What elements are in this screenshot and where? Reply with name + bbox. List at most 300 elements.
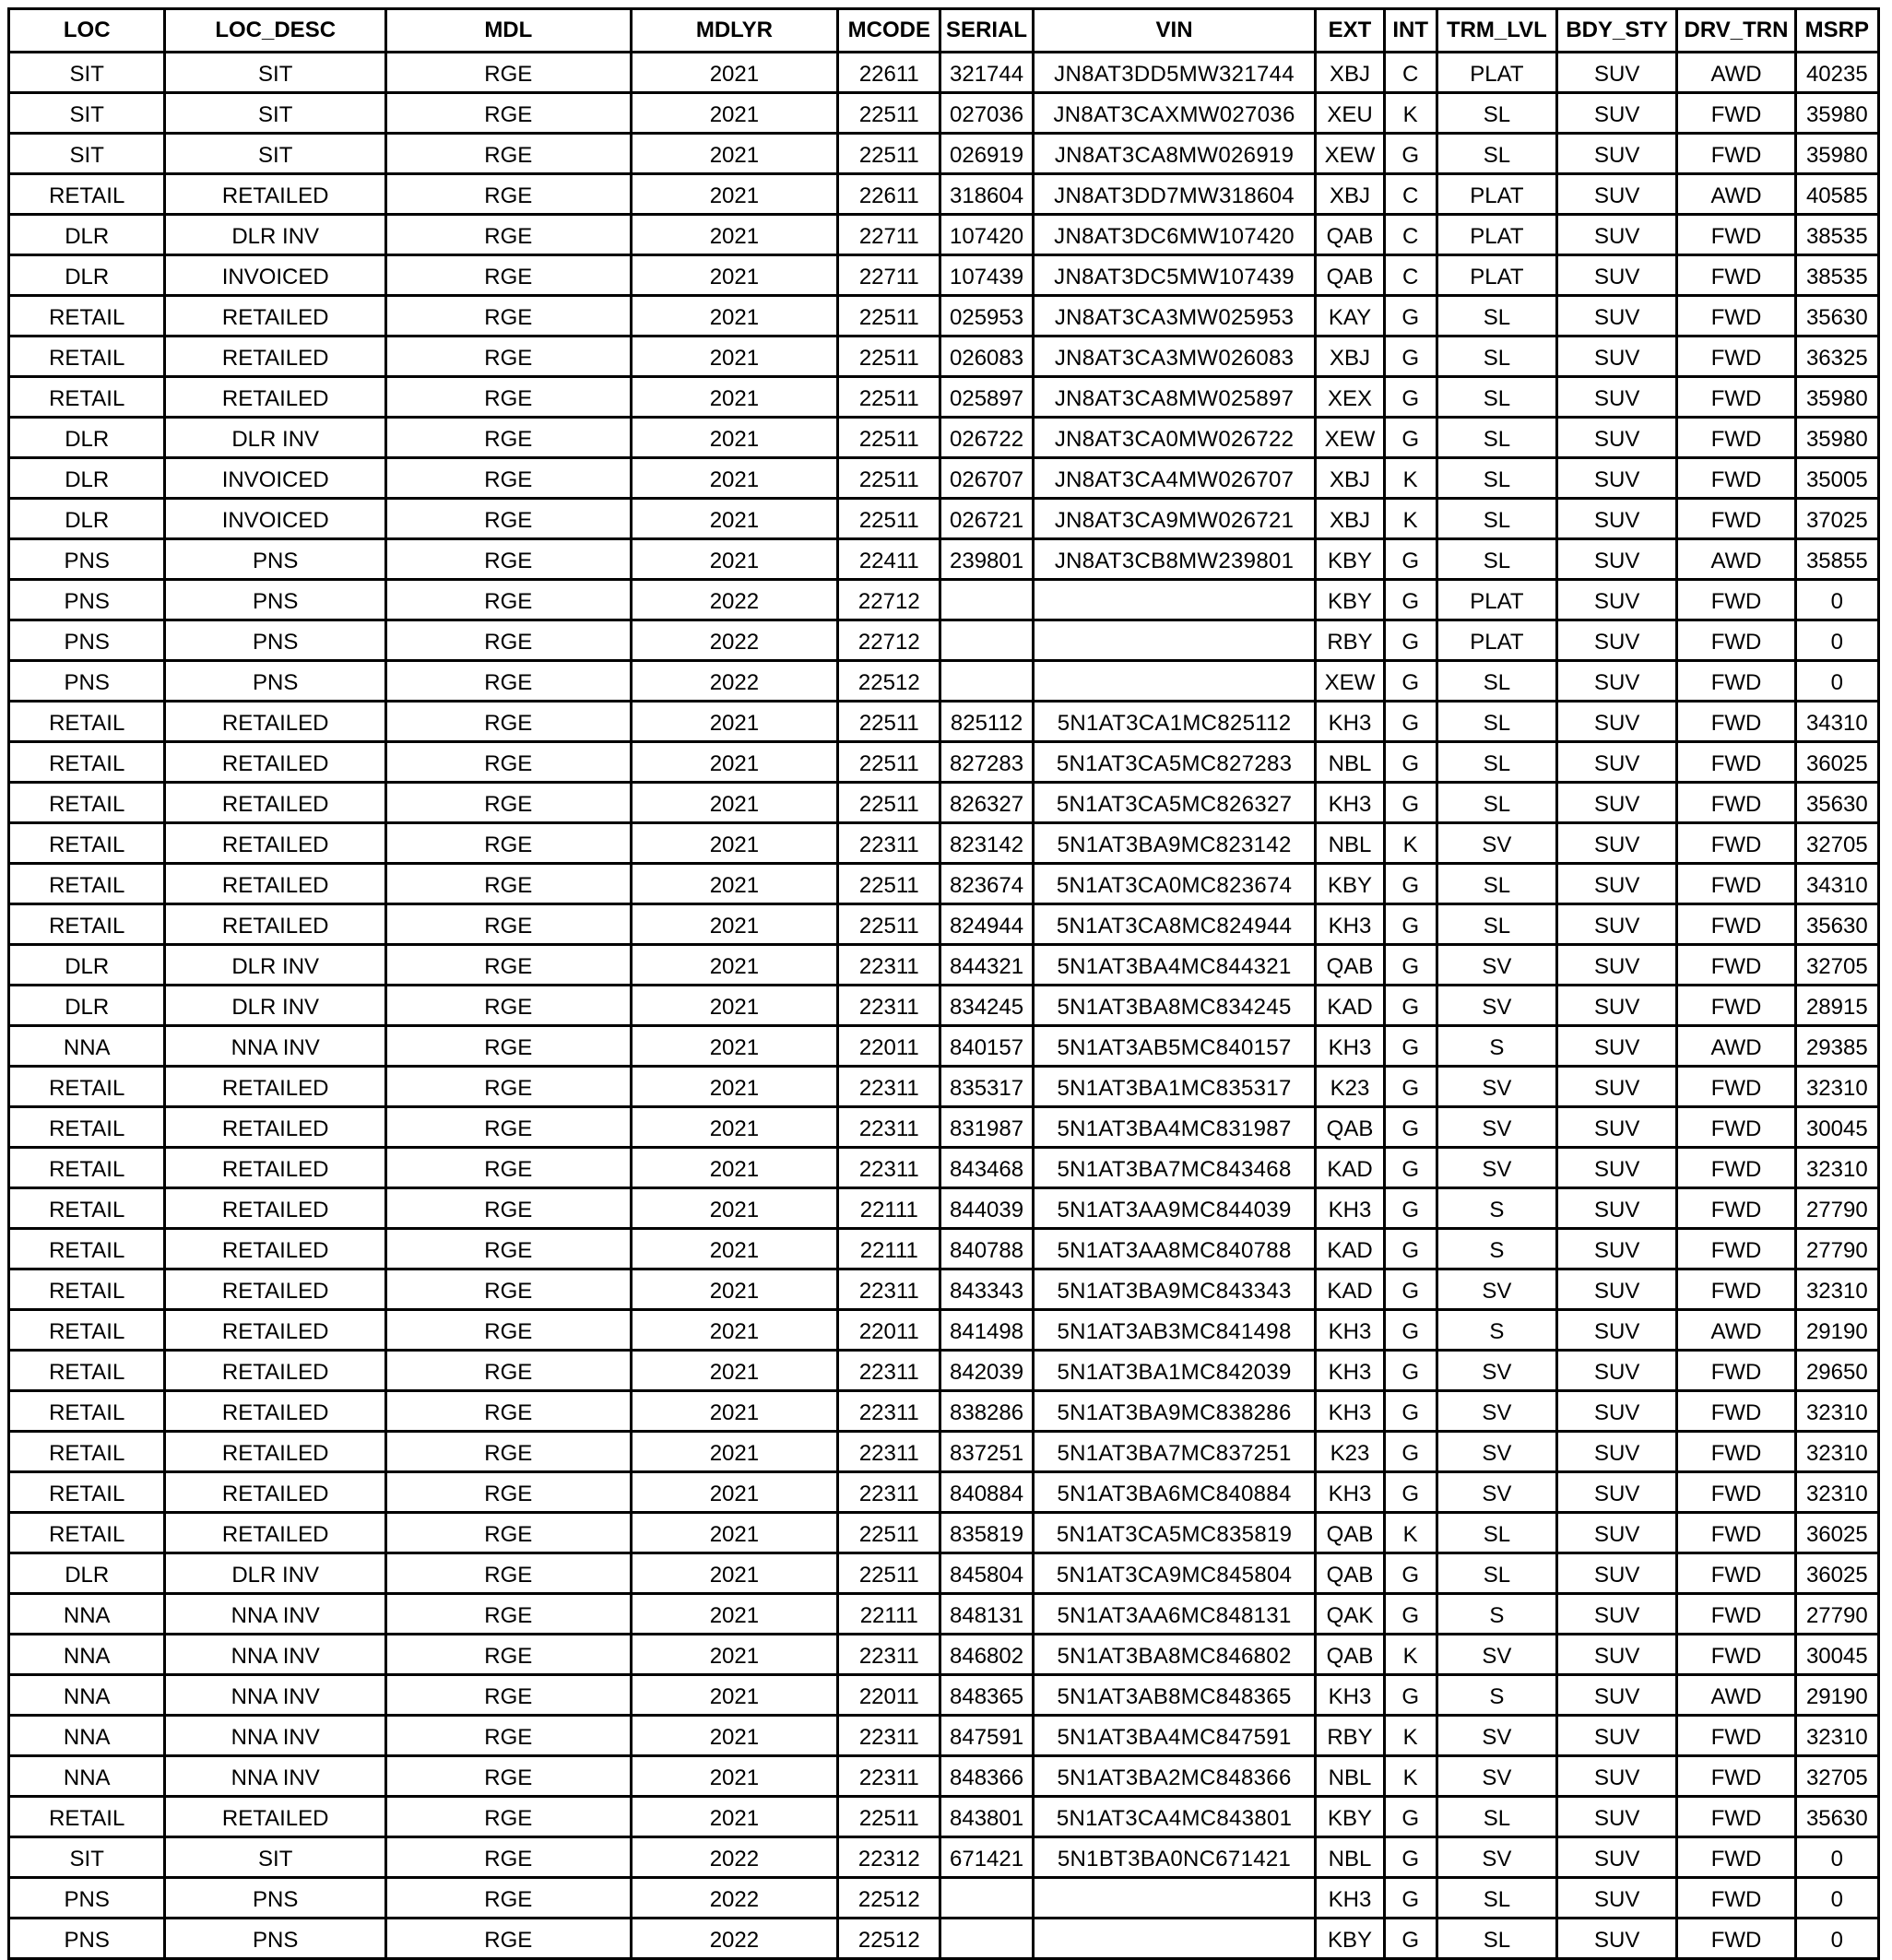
cell-trm-lvl[interactable]: SL: [1437, 864, 1556, 904]
cell-mdl[interactable]: RGE: [385, 1067, 631, 1107]
cell-bdy-sty[interactable]: SUV: [1557, 1351, 1677, 1391]
cell-mdl[interactable]: RGE: [385, 1797, 631, 1837]
cell-trm-lvl[interactable]: SL: [1437, 134, 1556, 174]
cell-mcode[interactable]: 22711: [838, 215, 940, 255]
cell-loc[interactable]: DLR: [9, 215, 165, 255]
cell-drv-trn[interactable]: FWD: [1677, 1229, 1795, 1269]
cell-ext[interactable]: K23: [1316, 1067, 1384, 1107]
cell-drv-trn[interactable]: FWD: [1677, 661, 1795, 702]
cell-bdy-sty[interactable]: SUV: [1557, 580, 1677, 620]
cell-serial[interactable]: 838286: [940, 1391, 1033, 1432]
cell-ext[interactable]: QAB: [1316, 1635, 1384, 1675]
cell-loc[interactable]: DLR: [9, 458, 165, 499]
cell-serial[interactable]: 826327: [940, 783, 1033, 823]
cell-trm-lvl[interactable]: SL: [1437, 702, 1556, 742]
cell-ext[interactable]: QAB: [1316, 945, 1384, 986]
cell-msrp[interactable]: 36325: [1795, 337, 1878, 377]
cell-loc-desc[interactable]: NNA INV: [165, 1594, 386, 1635]
cell-ext[interactable]: KBY: [1316, 1919, 1384, 1959]
cell-mcode[interactable]: 22111: [838, 1594, 940, 1635]
cell-mcode[interactable]: 22611: [838, 174, 940, 215]
cell-mdl[interactable]: RGE: [385, 1229, 631, 1269]
cell-trm-lvl[interactable]: S: [1437, 1229, 1556, 1269]
cell-mdlyr[interactable]: 2021: [631, 1797, 838, 1837]
cell-mcode[interactable]: 22311: [838, 1756, 940, 1797]
cell-bdy-sty[interactable]: SUV: [1557, 337, 1677, 377]
cell-mdlyr[interactable]: 2021: [631, 1635, 838, 1675]
cell-msrp[interactable]: 32705: [1795, 945, 1878, 986]
cell-msrp[interactable]: 28915: [1795, 986, 1878, 1026]
cell-drv-trn[interactable]: FWD: [1677, 986, 1795, 1026]
cell-int[interactable]: G: [1384, 1067, 1437, 1107]
column-header-ext[interactable]: EXT: [1316, 9, 1384, 53]
cell-mdlyr[interactable]: 2021: [631, 1756, 838, 1797]
cell-vin[interactable]: 5N1AT3BA9MC838286: [1033, 1391, 1316, 1432]
cell-serial[interactable]: 840157: [940, 1026, 1033, 1067]
cell-vin[interactable]: JN8AT3CAXMW027036: [1033, 93, 1316, 134]
cell-ext[interactable]: XBJ: [1316, 458, 1384, 499]
cell-vin[interactable]: 5N1AT3BA1MC842039: [1033, 1351, 1316, 1391]
cell-serial[interactable]: 823142: [940, 823, 1033, 864]
cell-bdy-sty[interactable]: SUV: [1557, 1878, 1677, 1919]
cell-mdl[interactable]: RGE: [385, 620, 631, 661]
cell-msrp[interactable]: 0: [1795, 1837, 1878, 1878]
cell-mdlyr[interactable]: 2021: [631, 864, 838, 904]
cell-mdlyr[interactable]: 2021: [631, 337, 838, 377]
cell-mdl[interactable]: RGE: [385, 1716, 631, 1756]
cell-vin[interactable]: 5N1AT3CA5MC826327: [1033, 783, 1316, 823]
cell-vin[interactable]: JN8AT3DD7MW318604: [1033, 174, 1316, 215]
cell-loc-desc[interactable]: RETAILED: [165, 377, 386, 418]
cell-int[interactable]: G: [1384, 945, 1437, 986]
cell-ext[interactable]: KH3: [1316, 1878, 1384, 1919]
cell-ext[interactable]: KH3: [1316, 1351, 1384, 1391]
cell-msrp[interactable]: 0: [1795, 1919, 1878, 1959]
cell-int[interactable]: G: [1384, 377, 1437, 418]
cell-drv-trn[interactable]: FWD: [1677, 134, 1795, 174]
cell-int[interactable]: K: [1384, 93, 1437, 134]
cell-int[interactable]: G: [1384, 620, 1437, 661]
cell-mcode[interactable]: 22511: [838, 783, 940, 823]
cell-mcode[interactable]: 22311: [838, 1067, 940, 1107]
cell-loc[interactable]: SIT: [9, 93, 165, 134]
cell-bdy-sty[interactable]: SUV: [1557, 661, 1677, 702]
cell-vin[interactable]: [1033, 620, 1316, 661]
cell-msrp[interactable]: 27790: [1795, 1594, 1878, 1635]
cell-bdy-sty[interactable]: SUV: [1557, 1026, 1677, 1067]
cell-mdlyr[interactable]: 2021: [631, 296, 838, 337]
cell-mcode[interactable]: 22511: [838, 93, 940, 134]
cell-trm-lvl[interactable]: S: [1437, 1675, 1556, 1716]
cell-msrp[interactable]: 40585: [1795, 174, 1878, 215]
column-header-msrp[interactable]: MSRP: [1795, 9, 1878, 53]
cell-int[interactable]: G: [1384, 904, 1437, 945]
cell-vin[interactable]: 5N1AT3AA9MC844039: [1033, 1188, 1316, 1229]
cell-bdy-sty[interactable]: SUV: [1557, 1148, 1677, 1188]
cell-msrp[interactable]: 36025: [1795, 1513, 1878, 1553]
cell-mcode[interactable]: 22511: [838, 702, 940, 742]
cell-vin[interactable]: 5N1AT3AB5MC840157: [1033, 1026, 1316, 1067]
cell-drv-trn[interactable]: FWD: [1677, 904, 1795, 945]
cell-ext[interactable]: KAD: [1316, 1269, 1384, 1310]
cell-msrp[interactable]: 35980: [1795, 418, 1878, 458]
cell-int[interactable]: G: [1384, 134, 1437, 174]
cell-drv-trn[interactable]: FWD: [1677, 783, 1795, 823]
cell-ext[interactable]: QAB: [1316, 1107, 1384, 1148]
cell-loc[interactable]: RETAIL: [9, 1391, 165, 1432]
cell-loc-desc[interactable]: RETAILED: [165, 337, 386, 377]
cell-trm-lvl[interactable]: PLAT: [1437, 174, 1556, 215]
cell-int[interactable]: K: [1384, 499, 1437, 539]
cell-ext[interactable]: KH3: [1316, 1472, 1384, 1513]
cell-bdy-sty[interactable]: SUV: [1557, 1756, 1677, 1797]
cell-int[interactable]: G: [1384, 986, 1437, 1026]
cell-mdl[interactable]: RGE: [385, 1148, 631, 1188]
cell-mdl[interactable]: RGE: [385, 93, 631, 134]
cell-serial[interactable]: 026707: [940, 458, 1033, 499]
cell-loc[interactable]: NNA: [9, 1716, 165, 1756]
cell-loc[interactable]: RETAIL: [9, 783, 165, 823]
cell-mdl[interactable]: RGE: [385, 1188, 631, 1229]
cell-msrp[interactable]: 0: [1795, 620, 1878, 661]
cell-loc[interactable]: NNA: [9, 1756, 165, 1797]
cell-ext[interactable]: KH3: [1316, 1675, 1384, 1716]
cell-trm-lvl[interactable]: SL: [1437, 1797, 1556, 1837]
cell-loc-desc[interactable]: PNS: [165, 661, 386, 702]
cell-bdy-sty[interactable]: SUV: [1557, 1067, 1677, 1107]
cell-drv-trn[interactable]: FWD: [1677, 580, 1795, 620]
cell-serial[interactable]: 107420: [940, 215, 1033, 255]
cell-msrp[interactable]: 35630: [1795, 904, 1878, 945]
cell-msrp[interactable]: 32310: [1795, 1269, 1878, 1310]
cell-mdlyr[interactable]: 2021: [631, 499, 838, 539]
cell-msrp[interactable]: 29650: [1795, 1351, 1878, 1391]
cell-loc[interactable]: RETAIL: [9, 1269, 165, 1310]
cell-int[interactable]: G: [1384, 1026, 1437, 1067]
cell-loc[interactable]: RETAIL: [9, 1797, 165, 1837]
cell-loc[interactable]: RETAIL: [9, 1310, 165, 1351]
cell-mdlyr[interactable]: 2021: [631, 1432, 838, 1472]
cell-vin[interactable]: 5N1AT3AA6MC848131: [1033, 1594, 1316, 1635]
cell-mdlyr[interactable]: 2021: [631, 1067, 838, 1107]
cell-mdlyr[interactable]: 2021: [631, 945, 838, 986]
cell-ext[interactable]: QAB: [1316, 1513, 1384, 1553]
cell-int[interactable]: G: [1384, 1269, 1437, 1310]
cell-mcode[interactable]: 22511: [838, 458, 940, 499]
cell-msrp[interactable]: 29385: [1795, 1026, 1878, 1067]
cell-drv-trn[interactable]: FWD: [1677, 1919, 1795, 1959]
cell-mdlyr[interactable]: 2021: [631, 702, 838, 742]
cell-mcode[interactable]: 22311: [838, 1391, 940, 1432]
cell-drv-trn[interactable]: FWD: [1677, 296, 1795, 337]
cell-mcode[interactable]: 22511: [838, 1797, 940, 1837]
cell-trm-lvl[interactable]: SV: [1437, 945, 1556, 986]
cell-ext[interactable]: XEU: [1316, 93, 1384, 134]
cell-msrp[interactable]: 35005: [1795, 458, 1878, 499]
cell-loc[interactable]: DLR: [9, 986, 165, 1026]
cell-loc[interactable]: PNS: [9, 620, 165, 661]
cell-loc[interactable]: PNS: [9, 580, 165, 620]
cell-serial[interactable]: 842039: [940, 1351, 1033, 1391]
cell-mdl[interactable]: RGE: [385, 1269, 631, 1310]
cell-vin[interactable]: 5N1AT3CA5MC835819: [1033, 1513, 1316, 1553]
cell-loc[interactable]: DLR: [9, 945, 165, 986]
cell-int[interactable]: G: [1384, 1188, 1437, 1229]
cell-loc[interactable]: PNS: [9, 661, 165, 702]
cell-bdy-sty[interactable]: SUV: [1557, 255, 1677, 296]
cell-bdy-sty[interactable]: SUV: [1557, 1716, 1677, 1756]
cell-msrp[interactable]: 35980: [1795, 134, 1878, 174]
cell-loc[interactable]: RETAIL: [9, 337, 165, 377]
cell-vin[interactable]: [1033, 1878, 1316, 1919]
cell-loc-desc[interactable]: NNA INV: [165, 1675, 386, 1716]
cell-loc-desc[interactable]: INVOICED: [165, 499, 386, 539]
cell-bdy-sty[interactable]: SUV: [1557, 499, 1677, 539]
cell-loc[interactable]: RETAIL: [9, 823, 165, 864]
cell-drv-trn[interactable]: FWD: [1677, 1107, 1795, 1148]
cell-ext[interactable]: KH3: [1316, 783, 1384, 823]
cell-trm-lvl[interactable]: SL: [1437, 1513, 1556, 1553]
cell-msrp[interactable]: 35980: [1795, 377, 1878, 418]
cell-loc[interactable]: DLR: [9, 1553, 165, 1594]
cell-mdlyr[interactable]: 2021: [631, 134, 838, 174]
cell-int[interactable]: G: [1384, 1472, 1437, 1513]
cell-msrp[interactable]: 34310: [1795, 864, 1878, 904]
cell-loc-desc[interactable]: RETAILED: [165, 1107, 386, 1148]
cell-mdl[interactable]: RGE: [385, 1878, 631, 1919]
cell-drv-trn[interactable]: FWD: [1677, 255, 1795, 296]
cell-trm-lvl[interactable]: SL: [1437, 783, 1556, 823]
cell-loc[interactable]: RETAIL: [9, 1432, 165, 1472]
cell-loc-desc[interactable]: RETAILED: [165, 1269, 386, 1310]
cell-vin[interactable]: 5N1AT3BA8MC834245: [1033, 986, 1316, 1026]
cell-mcode[interactable]: 22511: [838, 904, 940, 945]
cell-mcode[interactable]: 22311: [838, 1351, 940, 1391]
cell-loc[interactable]: RETAIL: [9, 1148, 165, 1188]
cell-ext[interactable]: NBL: [1316, 742, 1384, 783]
cell-drv-trn[interactable]: FWD: [1677, 215, 1795, 255]
cell-vin[interactable]: 5N1AT3BA6MC840884: [1033, 1472, 1316, 1513]
cell-serial[interactable]: 671421: [940, 1837, 1033, 1878]
cell-mdlyr[interactable]: 2021: [631, 1269, 838, 1310]
cell-msrp[interactable]: 35630: [1795, 296, 1878, 337]
cell-int[interactable]: K: [1384, 1513, 1437, 1553]
cell-trm-lvl[interactable]: SV: [1437, 1351, 1556, 1391]
cell-ext[interactable]: NBL: [1316, 1756, 1384, 1797]
cell-mdlyr[interactable]: 2021: [631, 742, 838, 783]
cell-loc-desc[interactable]: RETAILED: [165, 823, 386, 864]
cell-msrp[interactable]: 35855: [1795, 539, 1878, 580]
cell-mdlyr[interactable]: 2021: [631, 215, 838, 255]
cell-trm-lvl[interactable]: SL: [1437, 661, 1556, 702]
cell-vin[interactable]: 5N1AT3AB8MC848365: [1033, 1675, 1316, 1716]
cell-mcode[interactable]: 22511: [838, 296, 940, 337]
cell-ext[interactable]: KAY: [1316, 296, 1384, 337]
cell-mdlyr[interactable]: 2021: [631, 783, 838, 823]
column-header-mdlyr[interactable]: MDLYR: [631, 9, 838, 53]
cell-bdy-sty[interactable]: SUV: [1557, 1675, 1677, 1716]
cell-msrp[interactable]: 0: [1795, 1878, 1878, 1919]
cell-int[interactable]: C: [1384, 255, 1437, 296]
cell-vin[interactable]: JN8AT3DC5MW107439: [1033, 255, 1316, 296]
cell-ext[interactable]: XBJ: [1316, 337, 1384, 377]
cell-trm-lvl[interactable]: SL: [1437, 418, 1556, 458]
cell-msrp[interactable]: 32310: [1795, 1067, 1878, 1107]
cell-drv-trn[interactable]: FWD: [1677, 1797, 1795, 1837]
cell-mcode[interactable]: 22011: [838, 1310, 940, 1351]
cell-loc[interactable]: RETAIL: [9, 1513, 165, 1553]
cell-bdy-sty[interactable]: SUV: [1557, 1797, 1677, 1837]
cell-msrp[interactable]: 32705: [1795, 1756, 1878, 1797]
cell-serial[interactable]: [940, 1919, 1033, 1959]
cell-trm-lvl[interactable]: SV: [1437, 1472, 1556, 1513]
cell-trm-lvl[interactable]: S: [1437, 1026, 1556, 1067]
cell-msrp[interactable]: 38535: [1795, 255, 1878, 296]
cell-ext[interactable]: KH3: [1316, 1188, 1384, 1229]
cell-vin[interactable]: 5N1AT3CA8MC824944: [1033, 904, 1316, 945]
cell-ext[interactable]: KH3: [1316, 1310, 1384, 1351]
cell-loc-desc[interactable]: RETAILED: [165, 1067, 386, 1107]
cell-vin[interactable]: 5N1AT3BA1MC835317: [1033, 1067, 1316, 1107]
cell-mdlyr[interactable]: 2022: [631, 620, 838, 661]
cell-mdl[interactable]: RGE: [385, 823, 631, 864]
cell-mdl[interactable]: RGE: [385, 418, 631, 458]
cell-mdl[interactable]: RGE: [385, 904, 631, 945]
cell-serial[interactable]: 239801: [940, 539, 1033, 580]
cell-ext[interactable]: KBY: [1316, 539, 1384, 580]
cell-loc-desc[interactable]: RETAILED: [165, 1148, 386, 1188]
cell-serial[interactable]: 824944: [940, 904, 1033, 945]
cell-serial[interactable]: [940, 620, 1033, 661]
cell-mcode[interactable]: 22511: [838, 134, 940, 174]
cell-serial[interactable]: 835819: [940, 1513, 1033, 1553]
cell-serial[interactable]: 848366: [940, 1756, 1033, 1797]
cell-loc-desc[interactable]: NNA INV: [165, 1635, 386, 1675]
cell-mcode[interactable]: 22311: [838, 1148, 940, 1188]
cell-vin[interactable]: [1033, 661, 1316, 702]
cell-loc-desc[interactable]: NNA INV: [165, 1716, 386, 1756]
cell-mdl[interactable]: RGE: [385, 1513, 631, 1553]
cell-bdy-sty[interactable]: SUV: [1557, 864, 1677, 904]
cell-trm-lvl[interactable]: SV: [1437, 1635, 1556, 1675]
cell-ext[interactable]: QAB: [1316, 255, 1384, 296]
cell-bdy-sty[interactable]: SUV: [1557, 53, 1677, 93]
cell-ext[interactable]: KAD: [1316, 986, 1384, 1026]
cell-serial[interactable]: 835317: [940, 1067, 1033, 1107]
cell-int[interactable]: K: [1384, 1635, 1437, 1675]
cell-drv-trn[interactable]: FWD: [1677, 377, 1795, 418]
cell-mcode[interactable]: 22511: [838, 1513, 940, 1553]
cell-trm-lvl[interactable]: SL: [1437, 1919, 1556, 1959]
cell-serial[interactable]: 823674: [940, 864, 1033, 904]
cell-bdy-sty[interactable]: SUV: [1557, 986, 1677, 1026]
cell-trm-lvl[interactable]: SL: [1437, 458, 1556, 499]
cell-drv-trn[interactable]: FWD: [1677, 1432, 1795, 1472]
cell-int[interactable]: G: [1384, 661, 1437, 702]
cell-ext[interactable]: NBL: [1316, 823, 1384, 864]
cell-mcode[interactable]: 22611: [838, 53, 940, 93]
cell-serial[interactable]: 846802: [940, 1635, 1033, 1675]
cell-int[interactable]: G: [1384, 1878, 1437, 1919]
cell-loc[interactable]: PNS: [9, 1919, 165, 1959]
cell-msrp[interactable]: 27790: [1795, 1229, 1878, 1269]
cell-vin[interactable]: JN8AT3CA8MW025897: [1033, 377, 1316, 418]
cell-mdl[interactable]: RGE: [385, 1919, 631, 1959]
cell-serial[interactable]: 843801: [940, 1797, 1033, 1837]
cell-mcode[interactable]: 22511: [838, 499, 940, 539]
column-header-mcode[interactable]: MCODE: [838, 9, 940, 53]
cell-mcode[interactable]: 22311: [838, 1472, 940, 1513]
cell-loc[interactable]: RETAIL: [9, 174, 165, 215]
cell-serial[interactable]: 841498: [940, 1310, 1033, 1351]
cell-vin[interactable]: 5N1AT3AA8MC840788: [1033, 1229, 1316, 1269]
cell-trm-lvl[interactable]: S: [1437, 1310, 1556, 1351]
cell-int[interactable]: G: [1384, 783, 1437, 823]
cell-serial[interactable]: 847591: [940, 1716, 1033, 1756]
cell-serial[interactable]: 318604: [940, 174, 1033, 215]
cell-serial[interactable]: 825112: [940, 702, 1033, 742]
cell-mcode[interactable]: 22711: [838, 255, 940, 296]
cell-drv-trn[interactable]: FWD: [1677, 1188, 1795, 1229]
cell-vin[interactable]: 5N1BT3BA0NC671421: [1033, 1837, 1316, 1878]
cell-mdlyr[interactable]: 2021: [631, 458, 838, 499]
cell-msrp[interactable]: 32310: [1795, 1472, 1878, 1513]
cell-bdy-sty[interactable]: SUV: [1557, 1594, 1677, 1635]
cell-mcode[interactable]: 22311: [838, 945, 940, 986]
cell-drv-trn[interactable]: FWD: [1677, 945, 1795, 986]
cell-vin[interactable]: 5N1AT3BA8MC846802: [1033, 1635, 1316, 1675]
cell-serial[interactable]: 025953: [940, 296, 1033, 337]
cell-mdlyr[interactable]: 2021: [631, 1472, 838, 1513]
cell-bdy-sty[interactable]: SUV: [1557, 1635, 1677, 1675]
cell-loc[interactable]: DLR: [9, 418, 165, 458]
cell-drv-trn[interactable]: FWD: [1677, 1837, 1795, 1878]
cell-vin[interactable]: JN8AT3DC6MW107420: [1033, 215, 1316, 255]
cell-int[interactable]: G: [1384, 702, 1437, 742]
cell-mcode[interactable]: 22511: [838, 1553, 940, 1594]
cell-mdl[interactable]: RGE: [385, 1756, 631, 1797]
cell-loc-desc[interactable]: DLR INV: [165, 215, 386, 255]
cell-loc[interactable]: PNS: [9, 539, 165, 580]
cell-serial[interactable]: 843343: [940, 1269, 1033, 1310]
cell-drv-trn[interactable]: FWD: [1677, 499, 1795, 539]
cell-ext[interactable]: XBJ: [1316, 499, 1384, 539]
cell-serial[interactable]: [940, 1878, 1033, 1919]
cell-mcode[interactable]: 22511: [838, 337, 940, 377]
cell-drv-trn[interactable]: FWD: [1677, 864, 1795, 904]
cell-int[interactable]: G: [1384, 296, 1437, 337]
cell-mcode[interactable]: 22512: [838, 1878, 940, 1919]
cell-loc-desc[interactable]: PNS: [165, 539, 386, 580]
cell-serial[interactable]: 107439: [940, 255, 1033, 296]
cell-loc-desc[interactable]: DLR INV: [165, 1553, 386, 1594]
cell-loc[interactable]: RETAIL: [9, 377, 165, 418]
cell-loc-desc[interactable]: DLR INV: [165, 986, 386, 1026]
cell-mdlyr[interactable]: 2021: [631, 1107, 838, 1148]
cell-vin[interactable]: JN8AT3CA3MW026083: [1033, 337, 1316, 377]
cell-mcode[interactable]: 22411: [838, 539, 940, 580]
cell-ext[interactable]: XEW: [1316, 134, 1384, 174]
cell-mdl[interactable]: RGE: [385, 1837, 631, 1878]
cell-mdlyr[interactable]: 2021: [631, 174, 838, 215]
cell-trm-lvl[interactable]: S: [1437, 1594, 1556, 1635]
cell-bdy-sty[interactable]: SUV: [1557, 1837, 1677, 1878]
cell-int[interactable]: G: [1384, 1553, 1437, 1594]
cell-loc-desc[interactable]: RETAILED: [165, 1351, 386, 1391]
cell-ext[interactable]: XBJ: [1316, 174, 1384, 215]
cell-bdy-sty[interactable]: SUV: [1557, 1513, 1677, 1553]
cell-mdlyr[interactable]: 2022: [631, 1919, 838, 1959]
